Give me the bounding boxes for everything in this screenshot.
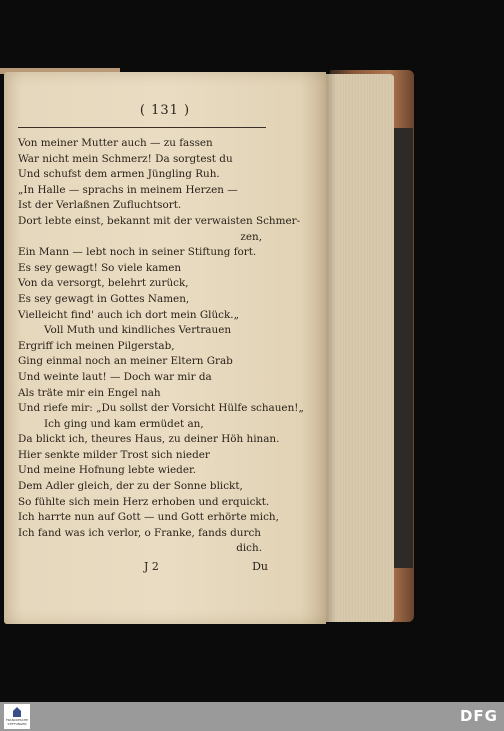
text-line: Ein Mann — lebt noch in seiner Stiftung fort. [18, 246, 257, 259]
text-line: Voll Muth und kindliches Vertrauen [44, 324, 232, 337]
header-rule [18, 127, 266, 128]
poem-text [18, 136, 304, 557]
text-line: Dort lebte einst, bekannt mit der verwaisten Schmer- [18, 214, 301, 227]
text-line: Ich harrte nun auf Gott — und Gott erhörte mich, [18, 511, 279, 524]
text-line: Und weinte laut! — Doch war mir da [18, 370, 212, 383]
text-line: Dem Adler gleich, der zu der Sonne blickt, [18, 480, 243, 493]
text-line: Ich ging und kam ermüdet an, [44, 417, 204, 430]
text-line: Ging einmal noch an meiner Eltern Grab [18, 355, 233, 368]
text-line: Und meine Hofnung lebte wieder. [18, 464, 197, 477]
dfg-logo[interactable]: DFG [459, 707, 498, 725]
text-line: dich. [236, 542, 262, 555]
institution-logo[interactable] [4, 704, 30, 729]
book-page [4, 72, 326, 624]
page-number: ( 131 ) [139, 103, 191, 118]
catchword: Du [252, 560, 268, 573]
text-line: Als träte mir ein Engel nah [18, 386, 161, 399]
signature-mark: J 2 [144, 560, 159, 573]
text-line: Ist der Verlaßnen Zufluchtsort. [18, 199, 182, 212]
viewer-footer-bar [0, 702, 504, 731]
page-footer-line [18, 560, 268, 576]
text-line: Von meiner Mutter auch — zu fassen [18, 137, 213, 149]
text-line: „In Halle — sprachs in meinem Herzen — [18, 183, 238, 196]
text-line: Da blickt ich, theures Haus, zu deiner Höh hinan. [18, 433, 280, 446]
text-line: Hier senkte milder Trost sich nieder [18, 448, 210, 461]
text-line: Vielleicht find' auch ich dort mein Glück.„ [18, 308, 239, 321]
text-line: So fühlte sich mein Herz erhoben und erquickt. [18, 495, 270, 508]
house-icon [13, 707, 21, 717]
text-line: Und schufst dem armen Jüngling Ruh. [18, 168, 220, 181]
text-line: Ich fand was ich verlor, o Franke, fands durch [18, 526, 261, 539]
text-line: Von da versorgt, belehrt zurück, [18, 277, 189, 290]
text-line: Und riefe mir: „Du sollst der Vorsicht Hülfe schauen!„ [18, 402, 304, 415]
text-line: zen, [240, 230, 262, 243]
cover-board [393, 128, 413, 568]
logo-text: FRANCKESCHE STIFTUNGEN [5, 718, 29, 726]
text-line: Es sey gewagt! So viele kamen [18, 261, 182, 274]
text-line: Es sey gewagt in Gottes Namen, [18, 292, 190, 305]
text-line: Ergriff ich meinen Pilgerstab, [18, 339, 175, 352]
text-line: War nicht mein Schmerz! Da sorgtest du [18, 152, 233, 165]
